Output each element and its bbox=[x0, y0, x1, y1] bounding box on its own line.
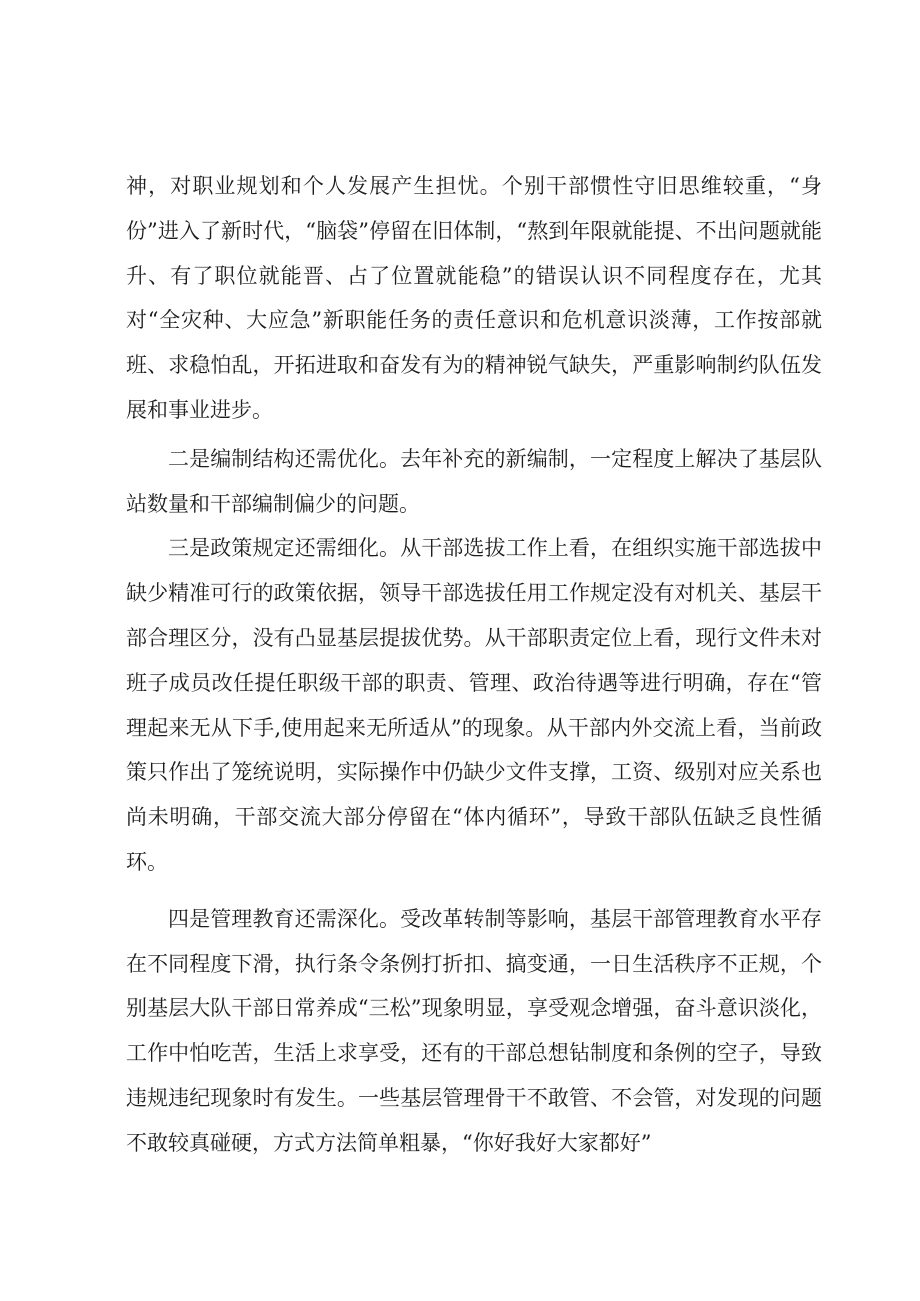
document-body bbox=[126, 164, 822, 1166]
paragraph-staffing-structure: 二是编制结构还需优化。去年补充的新编制，一定程度上解决了基层队站数量和干部编制偏少的问题。 bbox=[126, 446, 822, 516]
paragraph-continuation: 神，对职业规划和个人发展产生担忧。个别干部惯性守旧思维较重，“身份”进入了新时代，“脑袋”停留在旧体制，“熬到年限就能提、不出问题就能升、有了职位就能晋、占了位置就能稳”的错误认识不同程度存在，尤其对“全灾种、大应急”新职能任务的责任意识和危机意识淡薄，工作按部就班、求稳怕乱，开拓进取和奋发有为的精神锐气缺失，严重影响制约队伍发展和事业进步。 bbox=[126, 174, 822, 422]
paragraph-policy-regulations: 三是政策规定还需细化。从干部选拔工作上看，在组织实施干部选拔中缺少精准可行的政策依据，领导干部选拔任用工作规定没有对机关、基层干部合理区分，没有凸显基层提拔优势。从干部职责定位上看，现行文件未对班子成员改任提任职级干部的职责、管理、政治待遇等进行明确，存在“管理起来无从下手,使用起来无所适从”的现象。从干部内外交流上看，当前政策只作出了笼统说明，实际操作中仍缺少文件支撑，工资、级别对应关系也尚未明确，干部交流大部分停留在“体内循环”，导致干部队伍缺乏良性循环。 bbox=[126, 536, 822, 874]
paragraph-management-education: 四是管理教育还需深化。受改革转制等影响，基层干部管理教育水平存在不同程度下滑，执行条令条例打折扣、搞变通，一日生活秩序不正规，个别基层大队干部日常养成“三松”现象明显，享受观念增强，奋斗意识淡化，工作中怕吃苦，生活上求享受，还有的干部总想钻制度和条例的空子，导致违规违纪现象时有发生。一些基层管理骨干不敢管、不会管，对发现的问题不敢较真碰硬，方式方法简单粗暴，“你好我好大家都好” bbox=[126, 906, 822, 1155]
